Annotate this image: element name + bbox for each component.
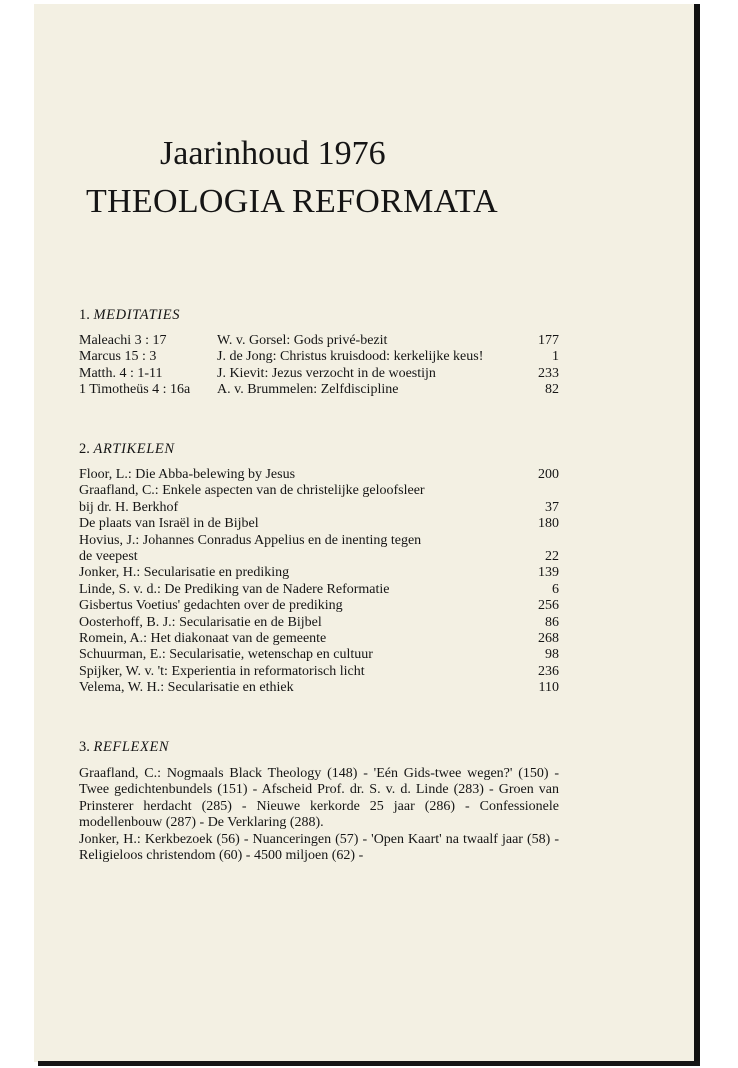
meditaties-list <box>79 333 559 399</box>
page-number: 268 <box>538 630 559 646</box>
page-number: 139 <box>538 565 559 581</box>
list-item <box>79 680 559 696</box>
list-item <box>79 647 559 663</box>
reflexen-paragraph: Jonker, H.: Kerkbezoek (56) - Nuanceringen (57) - 'Open Kaart' na twaalf jaar (58) - Religieloos christendom (60) - 4500 miljoen (62) - <box>79 831 559 864</box>
list-item <box>79 382 559 398</box>
artikelen-list <box>79 467 559 696</box>
list-item <box>79 533 559 549</box>
section-number: 2. <box>79 441 90 457</box>
entry-text: Spijker, W. v. 't: Experientia in reformatorisch licht <box>79 663 365 679</box>
section-title: ARTIKELEN <box>93 441 175 457</box>
scripture-ref: Marcus 15 : 3 <box>79 349 157 365</box>
entry-text: de veepest <box>79 548 138 564</box>
entry-text: Jonker, H.: Secularisatie en prediking <box>79 565 290 581</box>
entry-text: Graafland, C.: Enkele aspecten van de christelijke geloofsleer <box>79 483 425 499</box>
list-item <box>79 615 559 631</box>
list-item <box>79 467 559 483</box>
list-item <box>79 333 559 349</box>
page-number: 177 <box>538 333 559 348</box>
entry-text: Romein, A.: Het diakonaat van de gemeente <box>79 630 327 646</box>
section-title: MEDITATIES <box>93 307 181 323</box>
entry-text: De plaats van Israël in de Bijbel <box>79 516 259 532</box>
scripture-ref: 1 Timotheüs 4 : 16a <box>79 382 191 398</box>
page-number: 6 <box>552 581 559 597</box>
list-item <box>79 598 559 614</box>
list-item <box>79 500 559 516</box>
page-number: 82 <box>545 382 559 398</box>
page-number: 110 <box>538 680 559 696</box>
list-item <box>79 516 559 532</box>
entry-text: A. v. Brummelen: Zelfdiscipline <box>217 382 399 398</box>
page-number: 98 <box>545 647 559 663</box>
page-title: Jaarinhoud 1976 <box>160 135 386 172</box>
list-item <box>79 483 559 499</box>
list-item <box>79 631 559 647</box>
reflexen-text <box>79 766 559 864</box>
entry-text: Gisbertus Voetius' gedachten over de prediking <box>79 598 343 614</box>
list-item <box>79 582 559 598</box>
list-item <box>79 664 559 680</box>
entry-text: Floor, L.: Die Abba-belewing by Jesus <box>79 467 296 482</box>
page-number: 86 <box>545 614 559 630</box>
entry-text: J. Kievit: Jezus verzocht in de woestijn <box>217 365 436 381</box>
entry-text: Linde, S. v. d.: De Prediking van de Nadere Reformatie <box>79 581 390 597</box>
page-number: 236 <box>538 663 559 679</box>
section-title: REFLEXEN <box>93 739 170 755</box>
page-number: 180 <box>538 516 559 532</box>
page-number: 256 <box>538 598 559 614</box>
section-heading-meditaties <box>79 306 180 324</box>
page-number: 37 <box>545 499 559 515</box>
entry-text: Hovius, J.: Johannes Conradus Appelius en de inenting tegen <box>79 532 422 548</box>
scan-edge-bottom <box>38 1061 700 1066</box>
section-heading-artikelen <box>79 440 175 458</box>
reflexen-paragraph: Graafland, C.: Nogmaals Black Theology (148) - 'Eén Gids-twee wegen?' (150) - Twee gedichtenbundels (151) - Afscheid Prof. dr. S. v. d. Linde (283) - Groen van Prinsterer herdacht (285) - Nieuwe kerkorde 25 jaar (286) - Confessionele modellenbouw (287) - De Verklaring (288). <box>79 766 559 831</box>
page-number: 233 <box>538 365 559 381</box>
section-number: 1. <box>79 307 90 323</box>
entry-text: Schuurman, E.: Secularisatie, wetenschap en cultuur <box>79 647 373 663</box>
list-item <box>79 549 559 565</box>
list-item <box>79 349 559 365</box>
page-number: 22 <box>545 548 559 564</box>
page-number: 1 <box>552 349 559 365</box>
journal-name: THEOLOGIA REFORMATA <box>86 183 498 220</box>
entry-text: Oosterhoff, B. J.: Secularisatie en de Bijbel <box>79 614 322 630</box>
entry-text: J. de Jong: Christus kruisdood: kerkelijke keus! <box>217 349 484 365</box>
entry-text: W. v. Gorsel: Gods privé-bezit <box>217 333 388 348</box>
list-item <box>79 565 559 581</box>
scan-edge-right <box>694 4 700 1064</box>
entry-text: Velema, W. H.: Secularisatie en ethiek <box>79 680 294 696</box>
scripture-ref: Matth. 4 : 1-11 <box>79 365 163 381</box>
scripture-ref: Maleachi 3 : 17 <box>79 333 167 348</box>
section-number: 3. <box>79 739 90 755</box>
page-number: 200 <box>538 467 559 482</box>
list-item <box>79 366 559 382</box>
entry-text: bij dr. H. Berkhof <box>79 499 179 515</box>
section-heading-reflexen <box>79 738 169 756</box>
